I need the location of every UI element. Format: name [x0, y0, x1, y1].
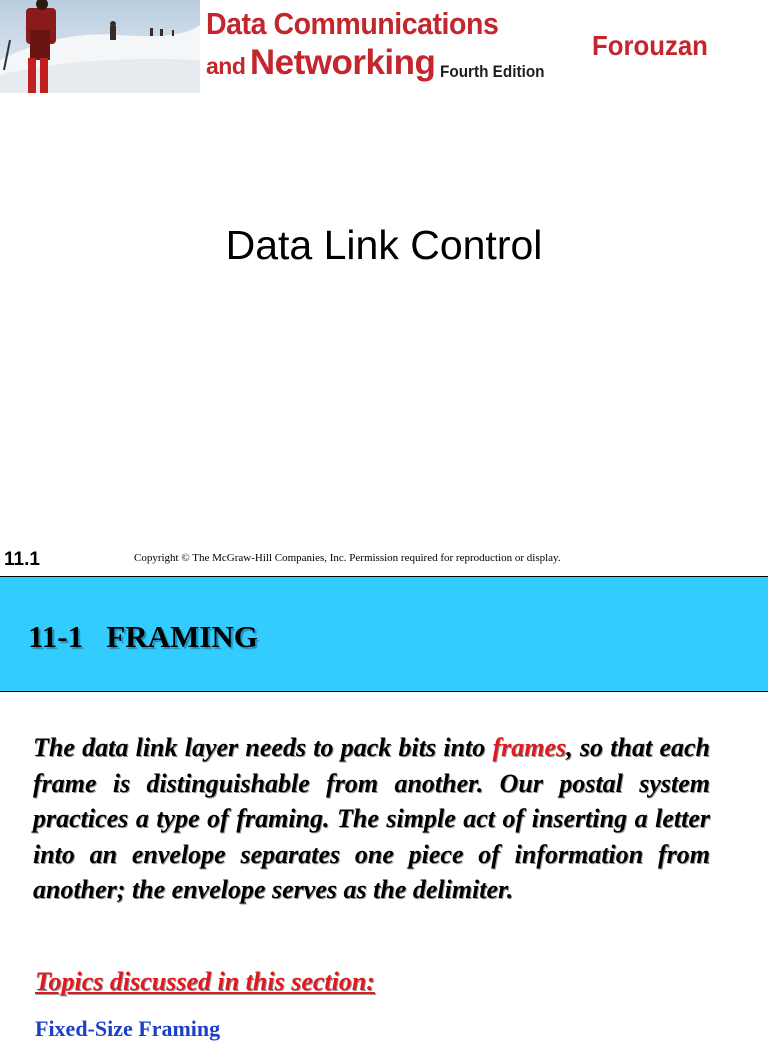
intro-text-part1: The data link layer needs to pack bits into — [33, 733, 493, 762]
copyright-notice: Copyright © The McGraw-Hill Companies, Inc. Permission required for reproduction or display. — [134, 552, 561, 564]
topic-item: Fixed-Size Framing — [35, 1016, 221, 1041]
section-heading — [28, 619, 258, 655]
intro-paragraph — [33, 730, 710, 908]
book-title-networking: Networking — [249, 43, 436, 82]
topic-list — [35, 1014, 220, 1044]
slide-number: 11.1 — [4, 549, 40, 570]
slide-title: Data Link Control — [225, 222, 543, 268]
edition-label: Fourth Edition — [440, 62, 545, 81]
slide-framing — [0, 576, 768, 1041]
section-number: 11-1 — [28, 619, 84, 654]
banner-photo-mountaineers — [0, 0, 200, 93]
topics-heading: Topics discussed in this section: — [35, 967, 375, 996]
intro-text-part2: , so that each frame is distinguishable from another. Our postal system practices a type of framing. The simple act of inserting a letter into an envelope separates one piece of information from another; the envelope serves as the delimiter. — [33, 733, 710, 904]
author-name: Forouzan — [592, 30, 708, 61]
intro-highlight-frames: frames — [492, 733, 567, 762]
book-title-and: and — [206, 53, 246, 79]
book-title-line1: Data Communications — [206, 6, 499, 41]
section-header-box — [0, 576, 768, 692]
section-title: FRAMING — [106, 619, 258, 654]
